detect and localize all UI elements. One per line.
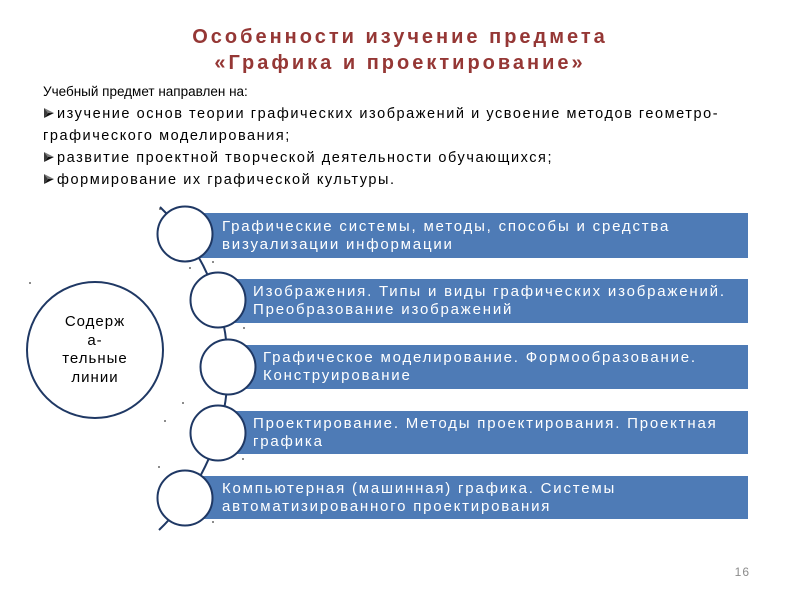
bullet-text: изучение основ теории графических изображений и усвоение методов геометро- <box>57 106 720 122</box>
content-item-text: Графическое моделирование. Формообразование. <box>263 349 697 366</box>
bullet-text: развитие проектной творческой деятельности обучающихся; <box>57 150 554 166</box>
node-circle-icon <box>191 273 246 328</box>
content-item-text: Изображения. Типы и виды графических изображений. <box>253 283 726 300</box>
content-item-text: графика <box>253 432 324 450</box>
content-item-text: Графические системы, методы, способы и средства <box>222 217 671 235</box>
content-item-text: Проектирование. Методы проектирования. Проектная <box>253 414 718 432</box>
content-item-text: Конструирование <box>263 367 412 384</box>
bullet-item <box>43 169 783 191</box>
bullet-item <box>43 147 783 169</box>
arrowhead-bullet-icon <box>43 107 57 119</box>
node-circle-icon <box>158 471 213 526</box>
node-circle-icon <box>201 340 256 395</box>
bullet-line <box>43 103 783 125</box>
title-line-2: «Графика и проектирование» <box>214 52 586 74</box>
arrowhead-bullet-icon <box>43 151 57 163</box>
content-item-text: Преобразование изображений <box>253 301 514 318</box>
bullet-item <box>43 103 783 147</box>
bullet-text-continuation: графического моделирования; <box>43 128 291 144</box>
node-circle-icon <box>158 207 213 262</box>
intro-text: Учебный предмет направлен на: <box>43 84 248 99</box>
content-item-text: визуализации информации <box>222 235 454 253</box>
center-label-line: а- <box>87 331 103 349</box>
center-label-line: тельные <box>62 350 128 367</box>
center-circle <box>26 281 164 419</box>
slide-title <box>0 24 800 76</box>
arrowhead-bullet-icon <box>43 173 57 185</box>
bullet-text: формирование их графической культуры. <box>57 172 396 188</box>
title-line-1: Особенности изучение предмета <box>192 26 608 48</box>
content-item-text: автоматизированного проектирования <box>222 497 552 515</box>
node-circle-icon <box>191 406 246 461</box>
content-item-text: Компьютерная (машинная) графика. Системы <box>222 479 617 497</box>
center-label-line: линии <box>71 368 119 386</box>
body-text <box>43 81 783 191</box>
page-number: 16 <box>734 565 750 579</box>
bullet-line <box>43 147 783 169</box>
bullet-line <box>43 169 783 191</box>
center-label-line: Содерж <box>64 313 126 330</box>
